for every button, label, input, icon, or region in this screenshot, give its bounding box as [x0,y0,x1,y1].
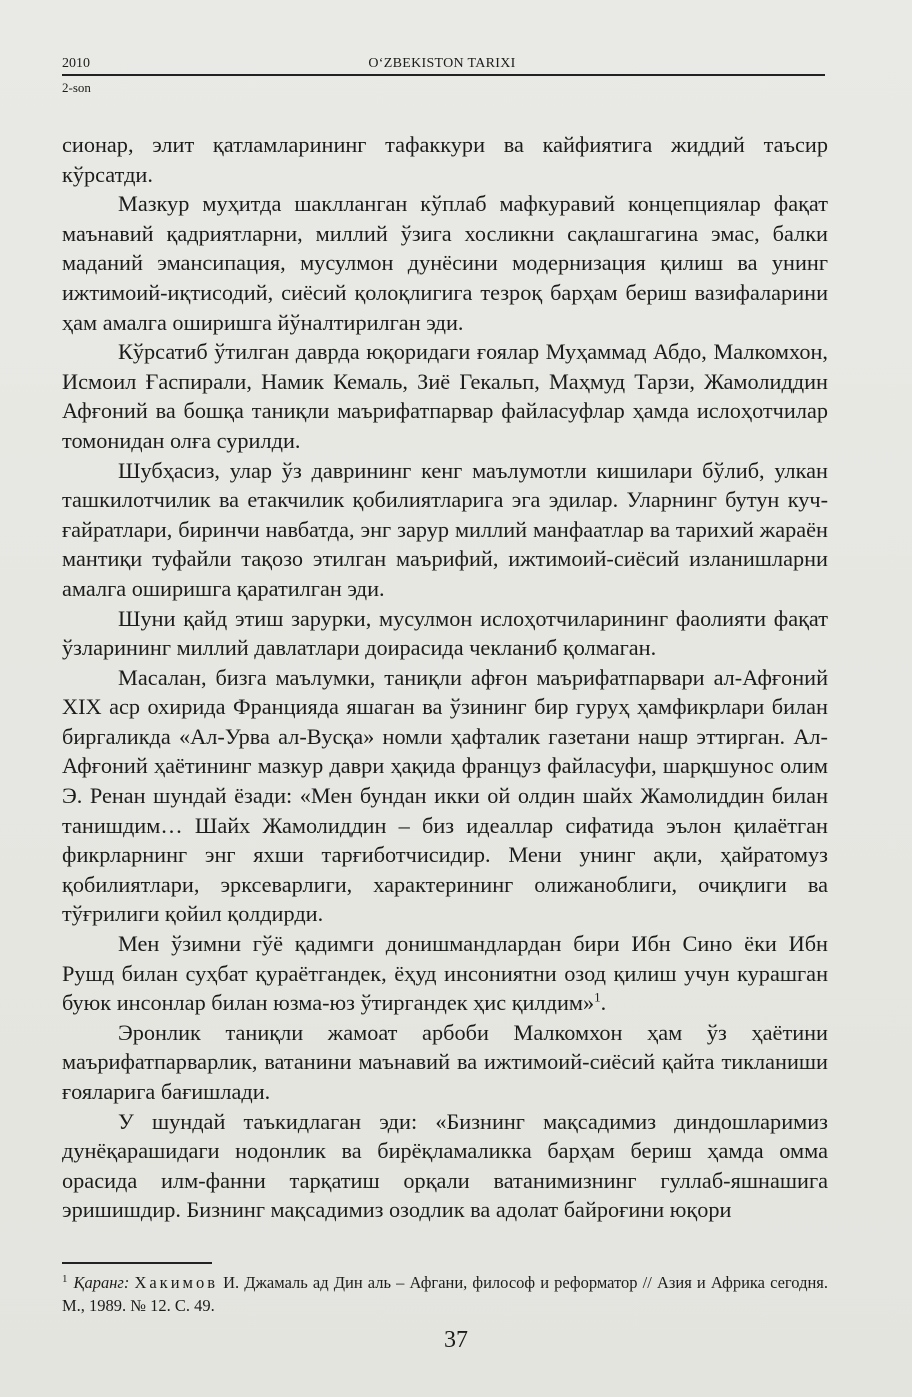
journal-title: O‘ZBEKISTON TARIXI [368,56,516,71]
article-body [62,130,828,1225]
paragraph: сионар, элит қатламларининг тафаккури ва кайфиятига жиддий таъсир кўрсатди. [62,132,828,187]
footnote-text: И. Джамаль ад Дин аль – Афгани, философ и реформатор // Азия и Африка сегодня. М., 1989. № 12. С. 49. [62,1273,829,1315]
paragraph: Эронлик таниқли жамоат арбоби Малкомхон ҳам ўз ҳаётини маърифатпарварлик, ватанини маънавий ва ижтимоий-сиёсий қайта тикланиши ғояларига бағишлади. [62,1019,828,1104]
footnote-number: 1 [62,1272,68,1285]
page-number: 37 [444,1327,468,1353]
header-rule [62,74,825,76]
footnote-author: Хакимов [134,1273,219,1292]
issue-number: 2-son [62,80,91,95]
paragraph-with-footnote: Мен ўзимни гўё қадимги донишмандлардан бири Ибн Сино ёки Ибн Рушд билан суҳбат қураётгандек, ёҳуд инсониятни озод қилиш учун курашган буюк инсонлар билан юзма-юз ўтиргандек ҳис қилдим»$^1$. [62,931,828,1016]
header-year: 2010 [62,56,90,71]
footnote-reference: 1 [594,989,601,1005]
paragraph: Шубҳасиз, улар ўз даврининг кенг маълумотли кишилари бўлиб, улкан ташкилотчилик ва етакчилик қобилиятларига эга эдилар. Уларнинг бутун куч-ғайратлари, биринчи навбатда, энг зарур миллий манфаатлар ва тарихий жараён мантиқи туфайли тақозо этилган маърифий, ижтимоий-сиёсий изланишларни амалга оширишга қаратилган эди. [62,457,828,601]
paragraph: Мазкур муҳитда шаклланган кўплаб мафкуравий концепциялар фақат маънавий қадриятларни, миллий ўзига хосликни сақлашгагина эмас, балки маданий эмансипация, мусулмон дунёсини модернизация қилиш ва унинг ижтимоий-иқтисодий, сиёсий қолоқлигига тезроқ барҳам бериш вазифаларини ҳам амалга оширишга йўналтирилган эди. [62,191,828,335]
footnote [62,1271,828,1317]
footnote-rule [62,1262,212,1264]
running-header [62,56,822,72]
paragraph-text: Мен ўзимни гўё қадимги донишмандлардан бири Ибн Сино ёки Ибн Рушд билан суҳбат қураётгандек, ёҳуд инсониятни озод қилиш учун курашган буюк инсонлар билан юзма-юз ўтиргандек ҳис қилдим» [62,931,828,1016]
paragraph: Кўрсатиб ўтилган даврда юқоридаги ғоялар Муҳаммад Абдо, Малкомхон, Исмоил Ғаспирали, Намик Кемаль, Зиё Гекальп, Маҳмуд Тарзи, Жамолиддин Афғоний ва бошқа таниқли маърифатпарвар файласуфлар ҳамда ислоҳотчилар томонидан олға сурилди. [62,339,828,453]
paragraph: У шундай таъкидлаган эди: «Бизнинг мақсадимиз диндошларимиз дунёқарашидаги нодонлик ва бирёқламаликка барҳам бериш ҳамда омма орасида илм-фанни тарқатиш орқали ватанимизнинг гуллаб-яшнашига эришишдир. Бизнинг мақсадимиз озодлик ва адолат байроғини юқори [62,1108,828,1223]
paragraph: Шуни қайд этиш зарурки, мусулмон ислоҳотчиларининг фаолияти фақат ўзларининг миллий давлатлари доирасида чекланиб қолмаган. [62,605,828,661]
footnote-see-label: Қаранг: [73,1273,130,1292]
paragraph: Масалан, бизга маълумки, таниқли афғон маърифатпарвари ал-Афғоний XIX аср охирида Францияда яшаган ва ўзининг бир гуруҳ ҳамфикрлари билан биргаликда «Ал-Урва ал-Вусқа» номли ҳафталик газетани нашр эттирган. Ал-Афғоний ҳаётининг мазкур даври ҳақида француз файласуфи, шарқшунос олим Э. Ренан шундай ёзади: «Мен бундан икки ой олдин шайх Жамолиддин билан танишдим… Шайх Жамолиддин – биз идеаллар сифатида эълон қилаётган фикрларнинг энг яхши тарғиботчисидир. Мени унинг ақли, ҳайратомуз қобилиятлари, эрксеварлиги, характерининг олижаноблиги, очиқлиги ва тўғрилиги қойил қолдирди. [62,664,828,927]
